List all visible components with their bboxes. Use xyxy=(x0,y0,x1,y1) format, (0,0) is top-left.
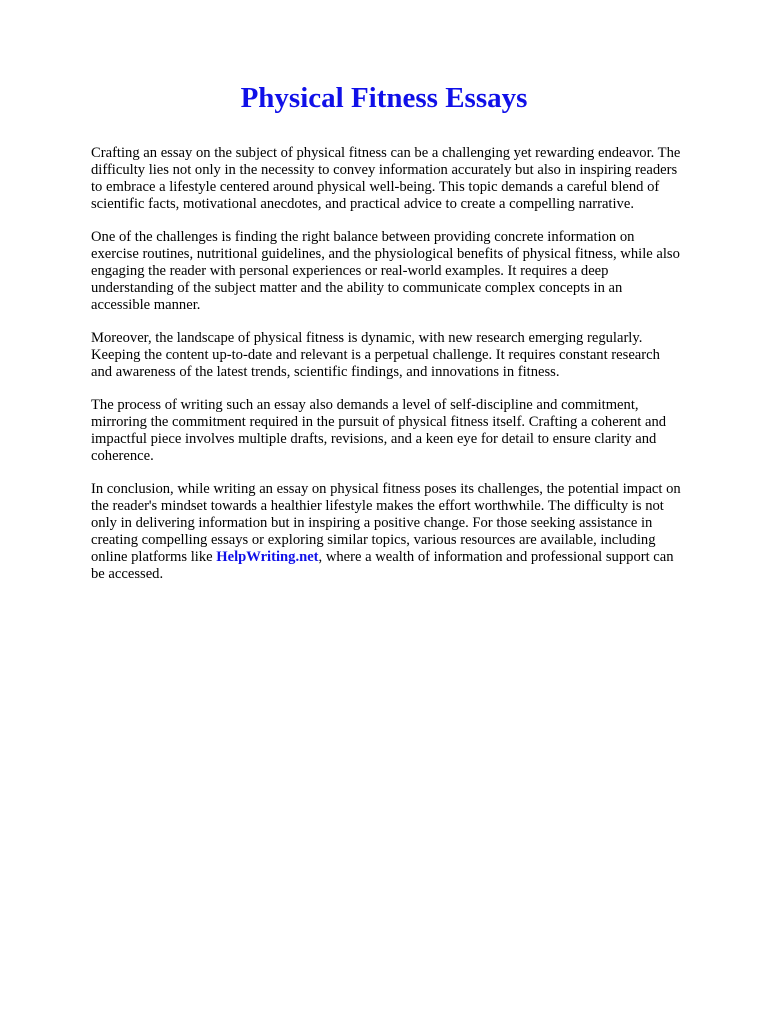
conclusion-text-before-link: In conclusion, while writing an essay on physical fitness poses its challenges, the potential impact on the reader's mindset towards a healthier lifestyle makes the effort worthwhile. The difficulty is not only in delivering information but in inspiring a positive change. For those seeking assistance in creating compelling essays or exploring similar topics, various resources are available, including online platforms like xyxy=(91,481,681,565)
helpwriting-link[interactable]: HelpWriting.net xyxy=(216,549,319,565)
paragraph-conclusion xyxy=(91,481,683,583)
paragraph-process: The process of writing such an essay also demands a level of self-discipline and commitment, mirroring the commitment required in the pursuit of physical fitness itself. Crafting a coherent and impactful piece involves multiple drafts, revisions, and a keen eye for detail to ensure clarity and coherence. xyxy=(91,397,667,464)
essay-body xyxy=(91,145,683,599)
paragraph-landscape: Moreover, the landscape of physical fitness is dynamic, with new research emerging regularly. Keeping the content up-to-date and relevant is a perpetual challenge. It requires constant research and awareness of the latest trends, scientific findings, and innovations in fitness. xyxy=(91,330,660,380)
paragraph-intro: Crafting an essay on the subject of physical fitness can be a challenging yet rewarding endeavor. The difficulty lies not only in the necessity to convey information accurately but also in inspiring readers to embrace a lifestyle centered around physical well-being. This topic demands a careful blend of scientific facts, motivational anecdotes, and practical advice to create a compelling narrative. xyxy=(91,145,681,212)
paragraph-challenges: One of the challenges is finding the right balance between providing concrete information on exercise routines, nutritional guidelines, and the physiological benefits of physical fitness, while also engaging the reader with personal experiences or real-world examples. It requires a deep understanding of the subject matter and the ability to communicate complex concepts in an accessible manner. xyxy=(91,229,680,313)
conclusion-text-after-link: , where a wealth of information and professional support can be accessed. xyxy=(91,549,674,582)
page-title: Physical Fitness Essays xyxy=(240,82,528,114)
